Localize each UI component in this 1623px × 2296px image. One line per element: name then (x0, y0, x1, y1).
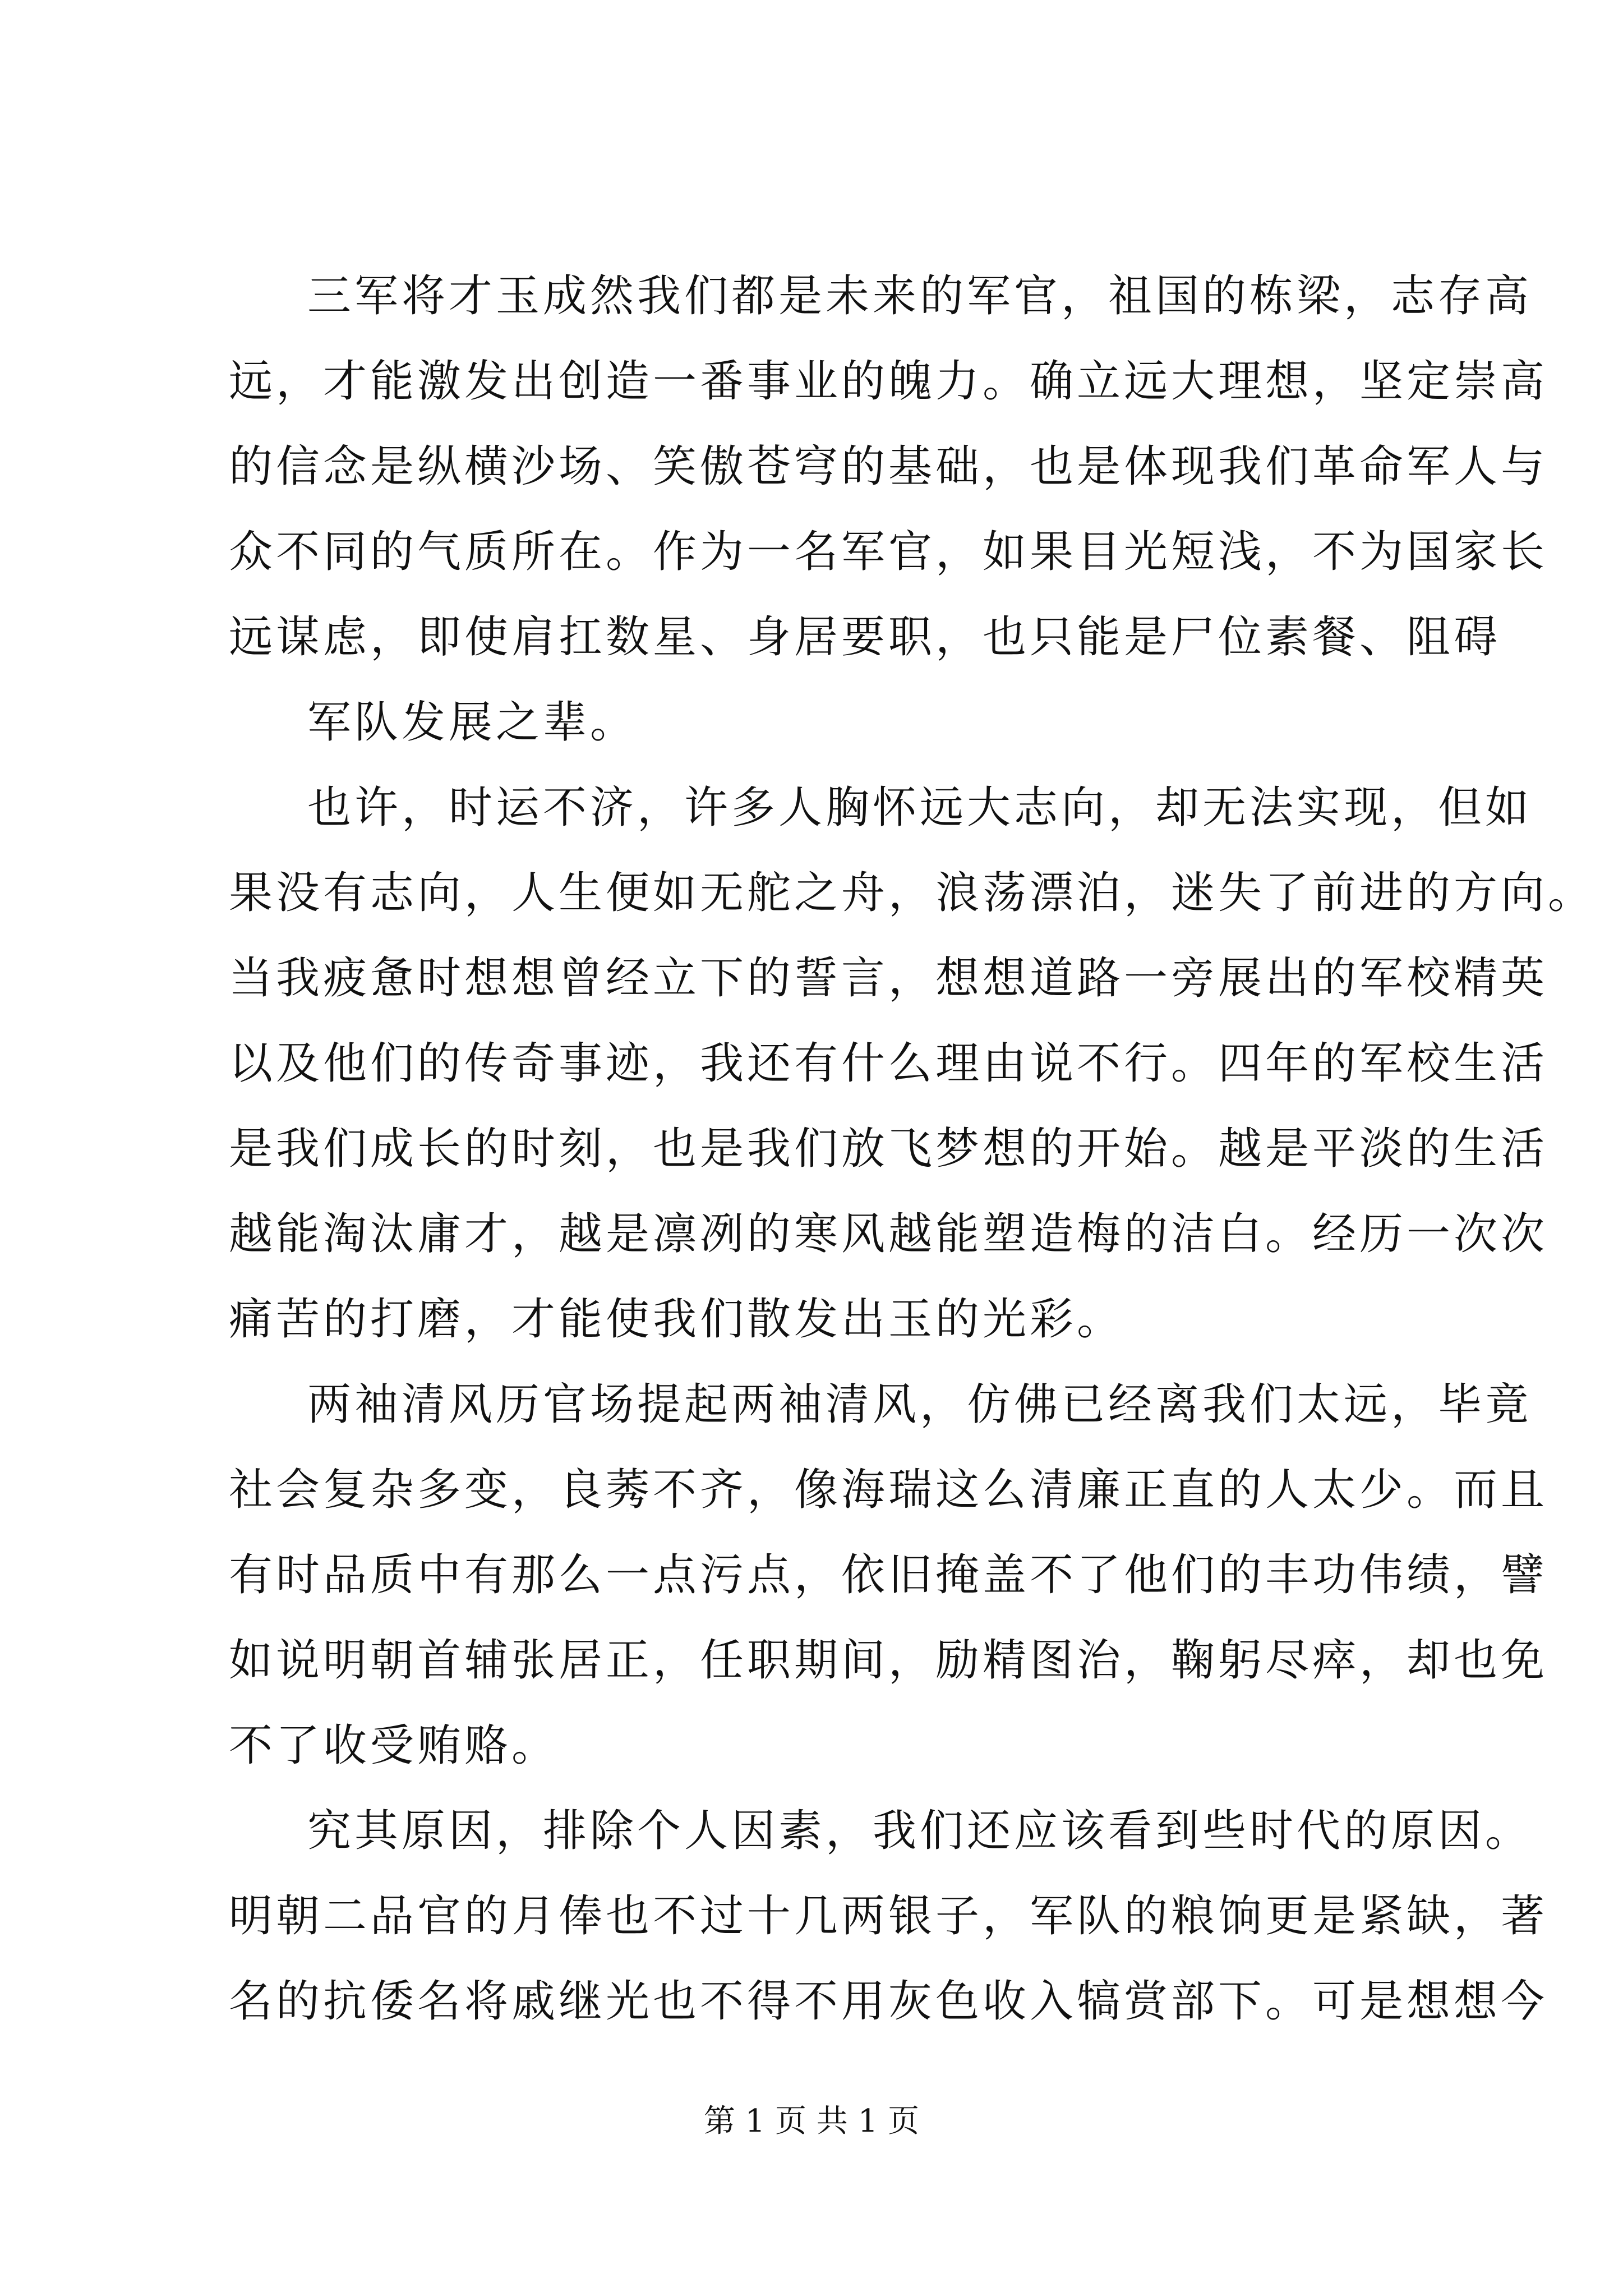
text-line: 有时品质中有那么一点污点，依旧掩盖不了他们的丰功伟绩，譬 (229, 1550, 1548, 1600)
text-line: 不了收受贿赂。 (229, 1720, 559, 1771)
text-line: 究其原因，排除个人因素，我们还应该看到些时代的原因。 (307, 1806, 1533, 1856)
text-line: 是我们成长的时刻，也是我们放飞梦想的开始。越是平淡的生活 (229, 1124, 1548, 1174)
text-line: 痛苦的打磨，才能使我们散发出玉的光彩。 (229, 1294, 1124, 1345)
text-line: 果没有志向，人生便如无舵之舟，浪荡漂泊，迷失了前进的方向。 (229, 868, 1596, 918)
text-line: 军队发展之辈。 (307, 697, 638, 748)
text-line: 当我疲惫时想想曾经立下的誓言，想想道路一旁展出的军校精英 (229, 953, 1548, 1004)
text-line: 远谋虑，即使肩扛数星、身居要职，也只能是尸位素餐、阻碍 (229, 612, 1501, 662)
text-line: 明朝二品官的月俸也不过十几两银子，军队的粮饷更是紧缺，著 (229, 1891, 1548, 1941)
text-line: 远，才能激发出创造一番事业的魄力。确立远大理想，坚定崇高 (229, 356, 1548, 407)
page-footer: 第 1 页 共 1 页 (703, 2103, 920, 2139)
text-line: 两袖清风历官场提起两袖清风，仿佛已经离我们太远，毕竟 (307, 1379, 1533, 1430)
text-line: 社会复杂多变，良莠不齐，像海瑞这么清廉正直的人太少。而且 (229, 1465, 1548, 1515)
text-line: 名的抗倭名将戚继光也不得不用灰色收入犒赏部下。可是想想今 (229, 1976, 1548, 2027)
text-line: 以及他们的传奇事迹，我还有什么理由说不行。四年的军校生活 (229, 1038, 1548, 1089)
text-line: 如说明朝首辅张居正，任职期间，励精图治，鞠躬尽瘁，却也免 (229, 1635, 1548, 1686)
text-line: 的信念是纵横沙场、笑傲苍穹的基础，也是体现我们革命军人与 (229, 441, 1548, 492)
text-line: 也许，时运不济，许多人胸怀远大志向，却无法实现，但如 (307, 783, 1533, 833)
text-line: 越能淘汰庸才，越是凛冽的寒风越能塑造梅的洁白。经历一次次 (229, 1209, 1548, 1259)
text-line: 众不同的气质所在。作为一名军官，如果目光短浅，不为国家长 (229, 527, 1548, 577)
text-line: 三军将才玉成然我们都是未来的军官，祖国的栋梁，志存高 (307, 271, 1533, 321)
